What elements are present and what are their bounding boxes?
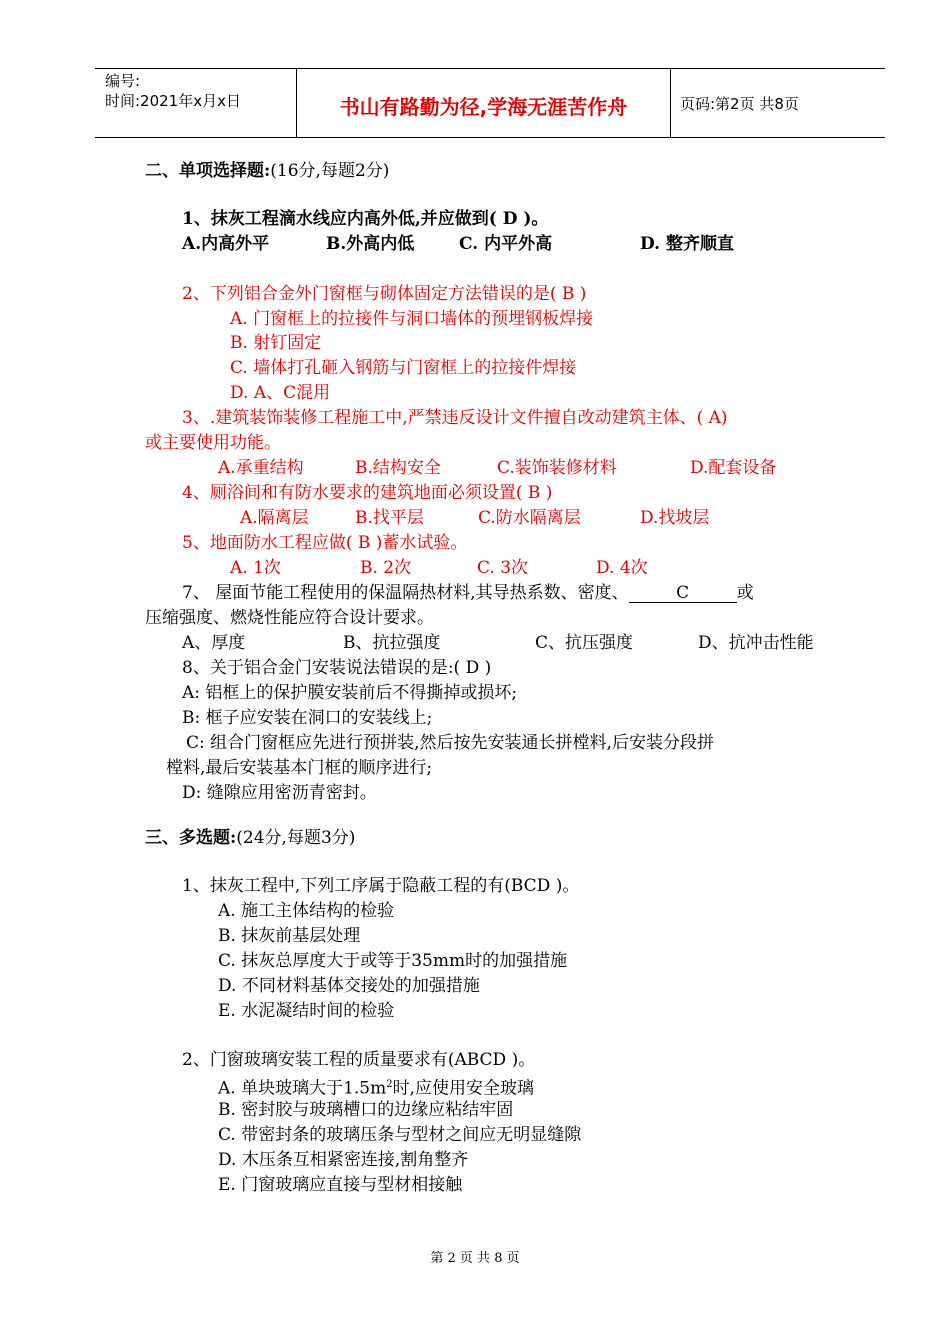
number-label: 编号:	[105, 72, 141, 90]
s2-q5-stem: 5、地面防水工程应做( B )蓄水试验。	[182, 533, 468, 553]
s3-q2-option-b: B. 密封胶与玻璃槽口的边缘应粘结牢固	[218, 1100, 514, 1120]
s2-q1-stem: 1、抹灰工程滴水线应内高外低,并应做到( D )。	[182, 209, 549, 229]
s3-q2-option-a	[218, 1074, 534, 1100]
s2-q2-option-b: B. 射钉固定	[230, 333, 322, 353]
s2-q3-option-a: A.承重结构	[218, 458, 304, 478]
s2-q8-option-c: C: 组合门窗框应先进行预拼装,然后按先安装通长拼樘料,后安装分段拼	[186, 733, 714, 753]
s3-q1-option-a: A. 施工主体结构的检验	[218, 901, 395, 921]
s2-q1-option-c: C. 内平外高	[459, 234, 553, 254]
page-header	[95, 68, 885, 138]
section2-title: 二、单项选择题:	[145, 161, 271, 181]
s2-q5-option-c: C. 3次	[477, 558, 529, 578]
s2-q4-option-c: C.防水隔离层	[478, 508, 581, 528]
header-meta	[105, 71, 241, 111]
s2-q7-stem	[182, 582, 754, 604]
s2-q8-option-c-cont: 樘料,最后安装基本门框的顺序进行;	[166, 758, 433, 778]
header-page-label: 页码:第2页 共8页	[680, 95, 799, 113]
s3-q2-option-e: E. 门窗玻璃应直接与型材相接触	[218, 1175, 463, 1195]
s3-q1-option-b: B. 抹灰前基层处理	[218, 926, 361, 946]
s3-q2-stem: 2、门窗玻璃安装工程的质量要求有(ABCD )。	[182, 1050, 536, 1070]
s2-q4-option-d: D.找坡层	[640, 508, 710, 528]
s3-q2-option-c: C. 带密封条的玻璃压条与型材之间应无明显缝隙	[218, 1125, 582, 1145]
s3-q1-option-e: E. 水泥凝结时间的检验	[218, 1001, 395, 1021]
s2-q7-option-b: B、抗拉强度	[343, 633, 441, 653]
s2-q7-option-d: D、抗冲击性能	[698, 633, 814, 653]
s2-q7-option-a: A、厚度	[182, 633, 246, 653]
s2-q1-option-b: B.外高内低	[326, 234, 415, 254]
s2-q5-option-b: B. 2次	[360, 558, 412, 578]
s2-q3-stem: 3、.建筑装饰装修工程施工中,严禁违反设计文件擅自改动建筑主体、( A)	[182, 408, 728, 428]
s2-q8-option-a: A: 铝框上的保护膜安装前后不得撕掉或损坏;	[182, 683, 518, 703]
header-divider	[670, 69, 671, 137]
s3-q1-stem: 1、抹灰工程中,下列工序属于隐蔽工程的有(BCD )。	[182, 876, 580, 896]
section3-heading	[145, 827, 355, 849]
time-label: 时间:2021年x月x日	[105, 92, 241, 110]
s3-q2-option-a-post: 时,应使用安全玻璃	[392, 1078, 535, 1099]
s2-q8-option-d: D: 缝隙应用密沥青密封。	[182, 783, 377, 803]
s2-q3-stem-cont: 或主要使用功能。	[145, 433, 281, 453]
s2-q2-stem: 2、下列铝合金外门窗框与砌体固定方法错误的是( B )	[182, 284, 587, 304]
section3-title: 三、多选题:	[145, 828, 237, 848]
s2-q3-option-c: C.装饰装修材料	[497, 458, 617, 478]
s2-q7-stem-a: 7、 屋面节能工程使用的保温隔热材料,其导热系数、密度、	[182, 583, 629, 603]
s2-q5-option-a: A. 1次	[230, 558, 281, 578]
s3-q1-option-c: C. 抹灰总厚度大于或等于35mm时的加强措施	[218, 951, 568, 971]
s2-q1-option-d: D. 整齐顺直	[640, 234, 734, 254]
s2-q4-option-a: A.隔离层	[240, 508, 309, 528]
s2-q2-option-d: D. A、C混用	[230, 383, 331, 403]
section2-note: (16分,每题2分)	[270, 161, 390, 181]
s2-q3-option-b: B.结构安全	[355, 458, 441, 478]
header-motto: 书山有路勤为径,学海无涯苦作舟	[339, 95, 628, 119]
s3-q2-option-a-pre: A. 单块玻璃大于1.5m	[218, 1078, 387, 1099]
s3-q1-option-d: D. 不同材料基体交接处的加强措施	[218, 976, 480, 996]
s2-q4-option-b: B.找平层	[355, 508, 424, 528]
s3-q2-option-d: D. 木压条互相紧密连接,割角整齐	[218, 1150, 469, 1170]
s2-q2-option-c: C. 墙体打孔砸入钢筋与门窗框上的拉接件焊接	[230, 358, 577, 378]
section2-heading	[145, 160, 389, 182]
section3-note: (24分,每题3分)	[236, 828, 356, 848]
s2-q8-option-b: B: 框子应安装在洞口的安装线上;	[182, 708, 433, 728]
s2-q4-stem: 4、厕浴间和有防水要求的建筑地面必须设置( B )	[182, 483, 553, 503]
s2-q2-option-a: A. 门窗框上的拉接件与洞口墙体的预埋钢板焊接	[230, 309, 594, 329]
page-footer: 第 2 页 共 8 页	[430, 1251, 520, 1266]
s2-q7-stem-cont: 压缩强度、燃烧性能应符合设计要求。	[145, 608, 434, 628]
s2-q1-option-a: A.内高外平	[182, 234, 270, 254]
s3-q2-option-a-sup: 2	[386, 1079, 393, 1090]
s2-q7-stem-b: 或	[736, 583, 754, 603]
s2-q7-option-c: C、抗压强度	[535, 633, 634, 653]
s2-q3-option-d: D.配套设备	[690, 458, 777, 478]
s2-q7-blank: C	[629, 584, 737, 603]
s2-q5-option-d: D. 4次	[596, 558, 648, 578]
s2-q8-stem: 8、关于铝合金门安装说法错误的是:( D )	[182, 658, 492, 678]
